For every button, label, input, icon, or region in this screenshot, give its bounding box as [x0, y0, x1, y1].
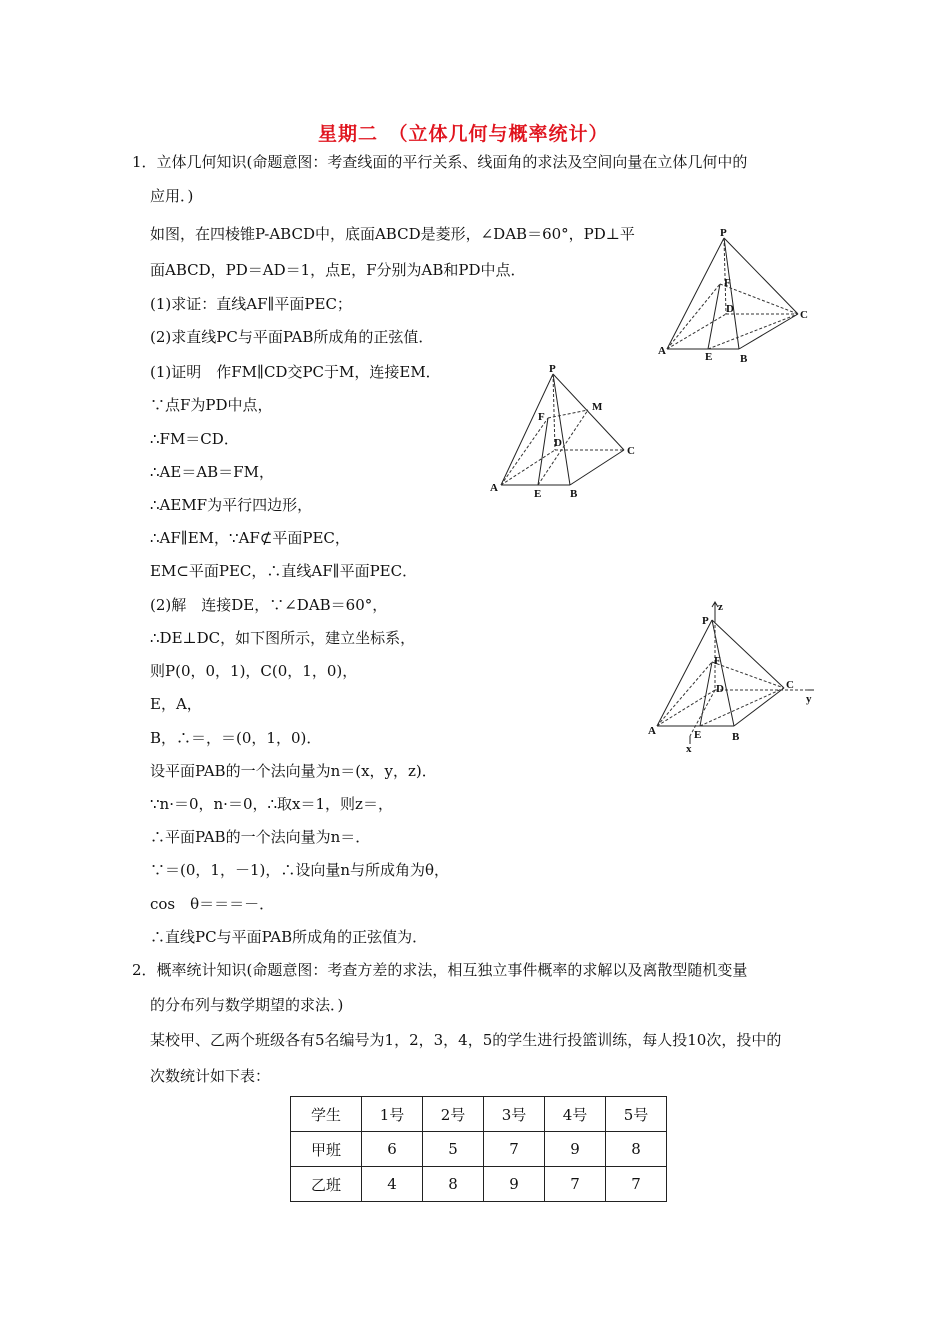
solution-line: 设平面PAB的一个法向量为n＝(x，y，z)． [150, 762, 437, 780]
table-header-cell: 4号 [545, 1097, 606, 1132]
table-cell: 7 [545, 1167, 606, 1202]
table-row [291, 1132, 667, 1167]
table-header-cell: 2号 [423, 1097, 484, 1132]
table-cell: 8 [606, 1132, 667, 1167]
solution-line: B，∴＝，＝(0，1，0)． [150, 729, 322, 747]
table-cell: 乙班 [291, 1167, 362, 1202]
label-C: C [627, 445, 635, 457]
pyramid-figure-2 [484, 360, 654, 505]
solution-line: ∵n·＝0，n·＝0，∴取x＝1，则z＝， [150, 795, 393, 813]
table-cell: 8 [423, 1167, 484, 1202]
table-cell: 7 [484, 1132, 545, 1167]
solution-line: E，A， [150, 695, 202, 713]
table-header-row [291, 1097, 667, 1132]
page-title: 星期二 （立体几何与概率统计） [318, 123, 609, 145]
label-D: D [554, 437, 562, 449]
solution-line: (1)证明 作FM∥CD交PC于M，连接EM． [150, 363, 441, 381]
q1-intro-line1: 1．立体几何知识(命题意图：考查线面的平行关系、线面角的求法及空间向量在立体几何中的 [132, 153, 748, 171]
table-cell: 甲班 [291, 1132, 362, 1167]
label-A: A [490, 482, 498, 494]
table-cell: 4 [362, 1167, 423, 1202]
pyramid-figure-3-axes [646, 598, 820, 756]
label-E: E [534, 488, 542, 500]
label-F: F [724, 277, 731, 289]
solution-line: ∵点F为PD中点， [150, 396, 273, 414]
q1-part1: (1)求证：直线AF∥平面PEC； [150, 295, 352, 313]
table-header-cell: 5号 [606, 1097, 667, 1132]
q2-stem-line1: 某校甲、乙两个班级各有5名编号为1，2，3，4，5的学生进行投篮训练，每人投10次，投中的 [150, 1031, 782, 1049]
label-A: A [648, 725, 656, 737]
label-B: B [732, 731, 740, 743]
q2-stem-line2: 次数统计如下表： [150, 1067, 271, 1085]
label-x: x [686, 743, 692, 755]
label-P: P [720, 227, 727, 239]
q1-part2: (2)求直线PC与平面PAB所成角的正弦值． [150, 328, 434, 346]
label-D: D [716, 683, 724, 695]
label-C: C [786, 679, 794, 691]
table-cell: 9 [545, 1132, 606, 1167]
solution-line: ∴DE⊥DC，如下图所示，建立坐标系， [150, 629, 416, 647]
table-cell: 5 [423, 1132, 484, 1167]
table-header-cell: 学生 [291, 1097, 362, 1132]
solution-line: ∴AF∥EM，∵AF⊄平面PEC， [150, 529, 350, 547]
label-D: D [726, 303, 734, 315]
q1-stem-line2: 面ABCD，PD＝AD＝1，点E，F分别为AB和PD中点． [150, 261, 526, 279]
q1-intro-line2: 应用．) [150, 187, 194, 205]
solution-line: ∵＝(0，1，－1)，∴设向量n与所成角为θ， [150, 861, 450, 879]
label-C: C [800, 309, 808, 321]
q2-intro-line2: 的分布列与数学期望的求法．) [150, 996, 344, 1014]
label-z: z [718, 601, 723, 613]
table-header-cell: 3号 [484, 1097, 545, 1132]
solution-line: ∴直线PC与平面PAB所成角的正弦值为． [150, 928, 428, 946]
label-y: y [806, 693, 812, 705]
solution-line: EM⊂平面PEC，∴直线AF∥平面PEC． [150, 562, 418, 580]
label-M: M [592, 401, 603, 413]
solution-line: 则P(0，0，1)，C(0，1，0)， [150, 662, 358, 680]
label-E: E [694, 729, 702, 741]
table-cell: 9 [484, 1167, 545, 1202]
table-cell: 7 [606, 1167, 667, 1202]
scores-table [290, 1096, 667, 1202]
solution-line: ∴FM＝CD． [150, 430, 239, 448]
pyramid-figure-1 [650, 222, 820, 372]
q2-intro-line1: 2．概率统计知识(命题意图：考查方差的求法，相互独立事件概率的求解以及离散型随机变量 [132, 961, 748, 979]
solution-line: (2)解 连接DE，∵∠DAB＝60°， [150, 596, 388, 614]
label-B: B [740, 353, 748, 365]
solution-line: ∴平面PAB的一个法向量为n＝． [150, 828, 371, 846]
label-F: F [714, 655, 721, 667]
label-P: P [549, 363, 556, 375]
label-A: A [658, 345, 666, 357]
q1-stem-line1: 如图，在四棱锥P-ABCD中，底面ABCD是菱形，∠DAB＝60°，PD⊥平 [150, 225, 635, 243]
solution-line: ∴AE＝AB＝FM， [150, 463, 274, 481]
solution-line: cos θ＝＝＝－． [150, 895, 275, 913]
label-P: P [702, 615, 709, 627]
label-E: E [705, 351, 713, 363]
table-header-cell: 1号 [362, 1097, 423, 1132]
table-cell: 6 [362, 1132, 423, 1167]
label-B: B [570, 488, 578, 500]
table-row [291, 1167, 667, 1202]
label-F: F [538, 411, 545, 423]
solution-line: ∴AEMF为平行四边形， [150, 496, 313, 514]
